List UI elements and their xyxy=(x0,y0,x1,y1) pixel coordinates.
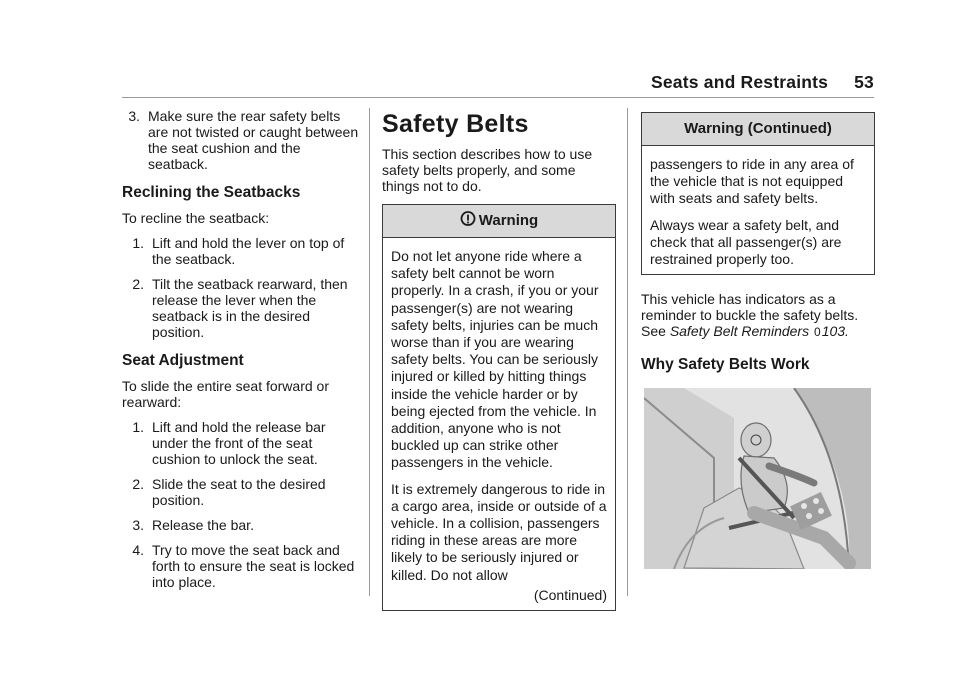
warning-body xyxy=(383,238,615,610)
list-item: 2. Tilt the seatback rearward, then release the lever when the seatback is in the desired position. xyxy=(132,276,348,340)
page-reference-icon: 0 xyxy=(814,325,821,340)
list-item: 3. Make sure the rear safety belts are not twisted or caught between the seat cushion and the seatback. xyxy=(128,108,359,172)
warning-header xyxy=(383,205,615,238)
column-divider-1 xyxy=(369,108,370,596)
page-header xyxy=(122,68,874,98)
continued-label: (Continued) xyxy=(533,586,607,603)
list-item: 4. Try to move the seat back and forth to ensure the seat is locked into place. xyxy=(132,542,355,590)
heading-safety-belts: Safety Belts xyxy=(382,110,529,138)
warning-paragraph: Do not let anyone ride where a safety belt cannot be worn properly. In a crash, if you or your passenger(s) are not wearing safety belts, injuries can be much worse than if you are wearing safety belts. You can be seriously injured or killed by hitting things inside the vehicle harder or by being ejected from the vehicle. In addition, anyone who is not buckled up can strike other passengers in the vehicle. xyxy=(391,248,599,471)
warning-paragraph: It is extremely dangerous to ride in a cargo area, inside or outside of a vehicle. In a collision, passengers riding in these areas are more likely to be seriously injured or killed. Do not allow xyxy=(391,480,607,583)
warning-paragraph: passengers to ride in any area of the vehicle that is not equipped with seats and safety belts. xyxy=(650,156,854,207)
list-item: 1. Lift and hold the release bar under the front of the seat cushion to unlock the seat. xyxy=(132,419,326,467)
list-item: 2. Slide the seat to the desired position. xyxy=(132,476,326,508)
warning-continued-box xyxy=(641,112,875,275)
warning-symbol-icon xyxy=(460,207,476,239)
page-number: 53 xyxy=(854,72,874,92)
running-header xyxy=(651,72,874,93)
adjustment-intro: To slide the entire seat forward or rearward: xyxy=(122,378,329,410)
safety-belts-intro: This section describes how to use safety belts properly, and some things not to do. xyxy=(382,146,593,194)
heading-reclining: Reclining the Seatbacks xyxy=(122,184,301,201)
warning-paragraph: Always wear a safety belt, and check that all passenger(s) are restrained properly too. xyxy=(650,216,842,268)
heading-seat-adjustment: Seat Adjustment xyxy=(122,352,244,369)
column-3 xyxy=(641,108,875,569)
list-item: 1. Lift and hold the lever on top of the seatback. xyxy=(132,235,345,267)
column-1 xyxy=(122,108,360,599)
warning-continued-body xyxy=(642,146,874,274)
heading-why-safety-belts-work: Why Safety Belts Work xyxy=(641,356,810,374)
reference-page[interactable]: 103. xyxy=(821,323,849,340)
list-item: 3. Release the bar. xyxy=(132,517,254,533)
reminder-paragraph: This vehicle has indicators as a reminder to buckle the safety belts. See Safety Belt Reminders 0103. xyxy=(641,291,859,340)
crash-test-dummy-illustration xyxy=(644,388,871,569)
header-rule xyxy=(122,97,874,98)
warning-continued-header: Warning (Continued) xyxy=(642,113,874,146)
column-2 xyxy=(382,108,616,611)
warning-title: Warning xyxy=(478,212,539,229)
section-title: Seats and Restraints xyxy=(651,72,829,92)
warning-box xyxy=(382,204,616,611)
safety-belt-reminders-link[interactable]: Safety Belt Reminders xyxy=(669,323,810,340)
reclining-intro: To recline the seatback: xyxy=(122,210,270,226)
column-divider-2 xyxy=(627,108,628,596)
